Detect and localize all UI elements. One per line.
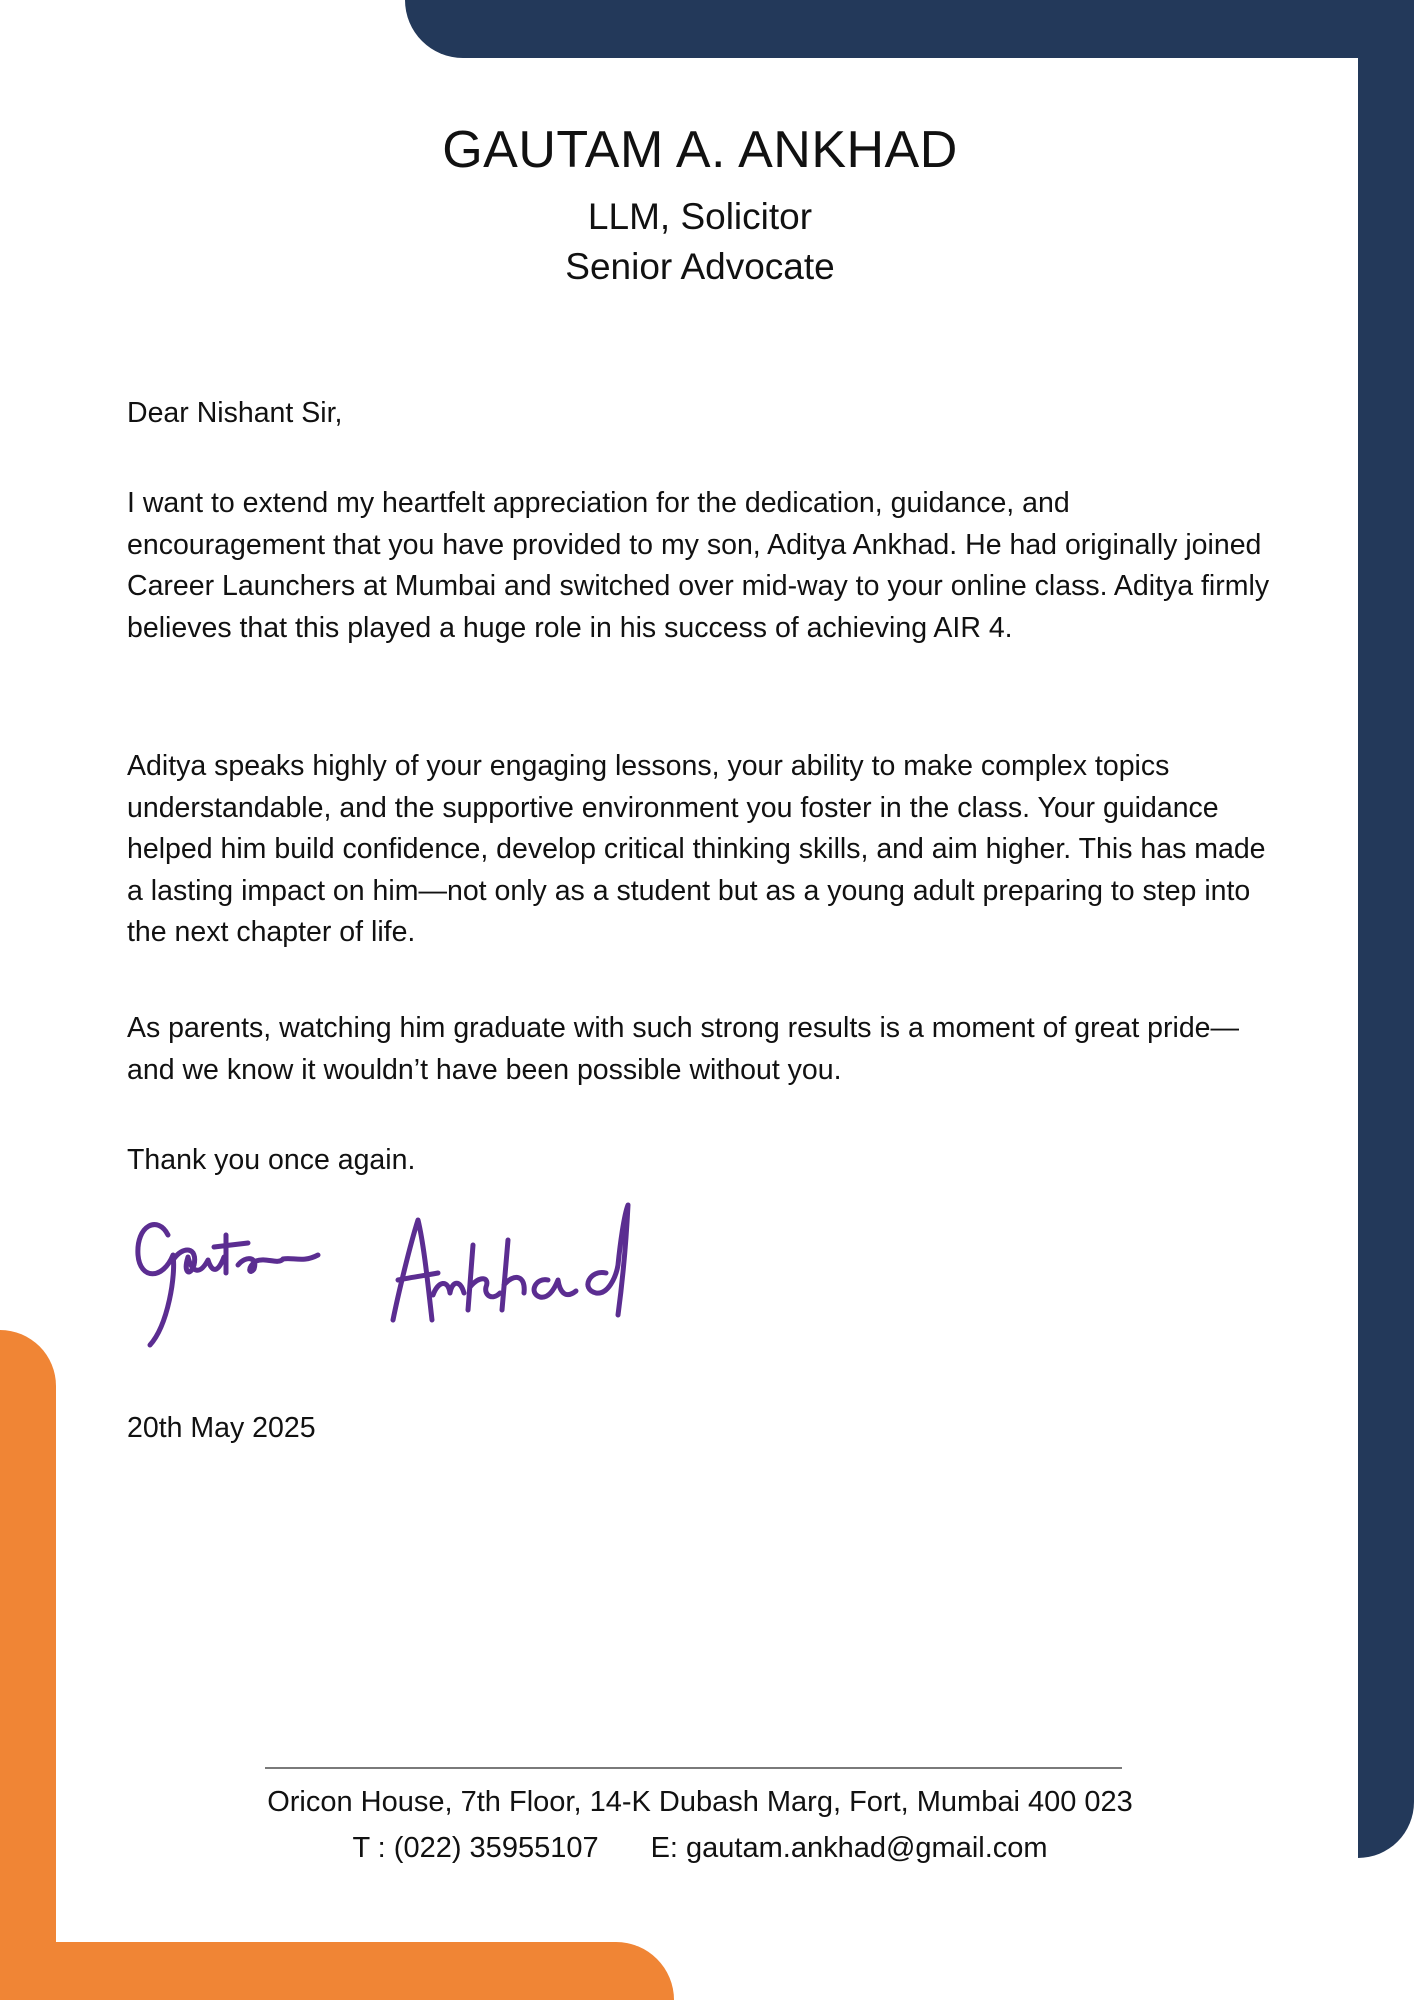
footer-contact [0, 1832, 1400, 1865]
handwritten-signature [128, 1185, 688, 1355]
letter-paragraph-1: I want to extend my heartfelt appreciation for the dedication, guidance, and encouragement that you have provided to my son, Aditya Ankhad. He had originally joined Career Launchers at Mumbai and switched over mid-way to your online class. Aditya firmly believes that this played a huge role in his success of achieving AIR 4. [127, 487, 1270, 644]
navy-top-band [405, 0, 1414, 58]
letter-date: 20th May 2025 [127, 1412, 316, 1444]
letter-paragraph-3: As parents, watching him graduate with such strong results is a moment of great pride—and we know it wouldn’t have been possible without you. [127, 1012, 1240, 1086]
letterhead-qualification: LLM, Solicitor [587, 196, 813, 237]
letterhead-name: GAUTAM A. ANKHAD [442, 121, 958, 179]
orange-bottom-band [0, 1942, 674, 2000]
footer-address: Oricon House, 7th Floor, 14-K Dubash Marg, Fort, Mumbai 400 023 [267, 1786, 1133, 1818]
letterhead-role: Senior Advocate [565, 246, 835, 287]
orange-left-band [0, 1330, 56, 2000]
letter-closing: Thank you once again. [127, 1144, 416, 1176]
footer-email[interactable]: E: gautam.ankhad@gmail.com [650, 1832, 1048, 1864]
letter-paragraph-2: Aditya speaks highly of your engaging lessons, your ability to make complex topics understandable, and the supportive environment you foster in the class. Your guidance helped him build confidence, develop critical thinking skills, and aim higher. This has made a lasting impact on him—not only as a student but as a young adult preparing to step into the next chapter of life. [127, 750, 1266, 948]
footer-divider [265, 1767, 1122, 1769]
footer-phone: T : (022) 35955107 [352, 1832, 599, 1864]
letter-greeting: Dear Nishant Sir, [127, 397, 343, 429]
